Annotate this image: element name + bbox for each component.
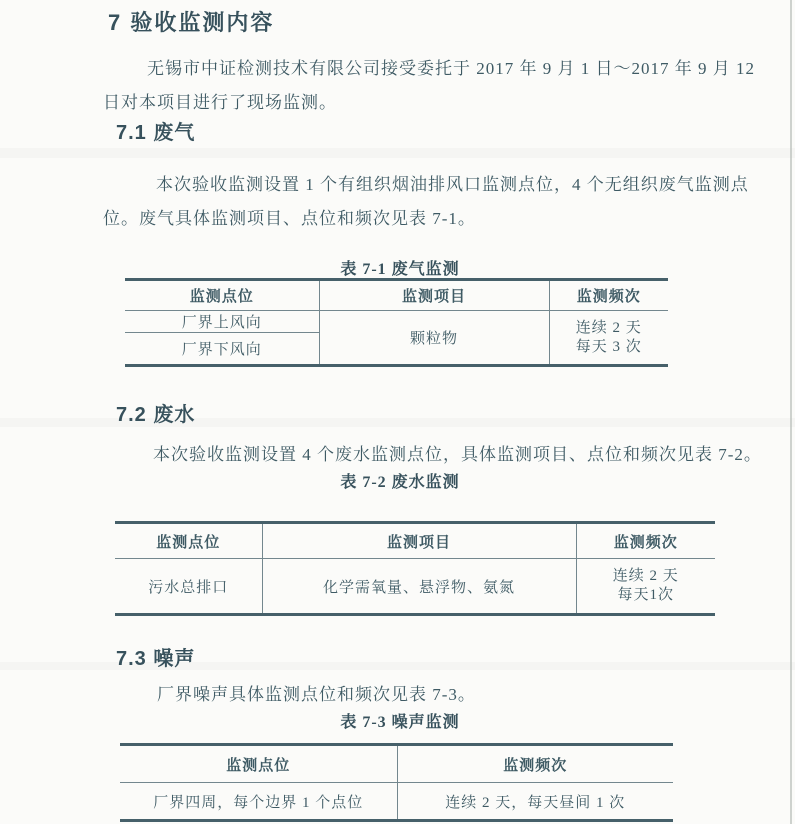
col-header-monitoring-point: 监测点位: [125, 280, 319, 311]
intro-paragraph-line-2: 日对本项目进行了现场监测。: [103, 93, 337, 112]
section-heading-noise: 7.3 噪声: [116, 648, 196, 670]
intro-paragraph-line-1: 无锡市中证检测技术有限公司接受委托于 2017 年 9 月 1 日～2017 年 9 月 12: [147, 59, 755, 78]
table-7-1-caption: 表 7-1 废气监测: [340, 261, 460, 278]
table-row: [115, 559, 715, 615]
cell-item-particulate: 颗粒物: [319, 311, 549, 366]
scan-streak: [0, 148, 795, 158]
cell-item-cod-ss-nh3n: 化学需氧量、悬浮物、氨氮: [262, 559, 576, 615]
waste-gas-paragraph-line-1: 本次验收监测设置 1 个有组织烟油排风口监测点位，4 个无组织废气监测点: [156, 175, 749, 194]
col-header-monitoring-item: 监测项目: [319, 280, 549, 311]
frequency-line: 连续 2 天: [575, 319, 642, 336]
frequency-line: 连续 2 天: [612, 568, 679, 584]
scanned-page-edge: [790, 0, 792, 824]
cell-frequency: [549, 311, 668, 366]
table-7-1-waste-gas: [125, 278, 668, 367]
table-row: [125, 280, 668, 311]
col-header-monitoring-frequency: 监测频次: [549, 280, 668, 311]
cell-frequency: 连续 2 天，每天昼间 1 次: [397, 783, 673, 821]
frequency-line: 每天 3 次: [575, 338, 642, 355]
cell-point-upwind: 厂界上风向: [125, 311, 319, 333]
table-7-1-caption-row: [103, 256, 697, 279]
frequency-line: 每天1次: [617, 587, 674, 603]
cell-frequency: [576, 559, 715, 615]
section-heading-waste-water: 7.2 废水: [116, 404, 196, 426]
table-row: [120, 783, 673, 821]
table-7-3-noise: [120, 743, 673, 822]
cell-point-boundary: 厂界四周，每个边界 1 个点位: [153, 794, 364, 811]
col-header-monitoring-point: 监测点位: [120, 745, 397, 783]
table-7-2-waste-water: [115, 521, 715, 616]
chapter-title: 7 验收监测内容: [108, 10, 275, 35]
section-heading-waste-gas: 7.1 废气: [116, 122, 196, 144]
table-row: [120, 745, 673, 783]
col-header-monitoring-frequency: 监测频次: [576, 523, 715, 559]
table-7-2-caption-row: [103, 469, 697, 492]
table-row: [115, 523, 715, 559]
waste-water-paragraph: 本次验收监测设置 4 个废水监测点位，具体监测项目、点位和频次见表 7-2。: [153, 445, 762, 464]
table-7-3-caption-row: [103, 709, 697, 732]
col-header-monitoring-item: 监测项目: [262, 523, 576, 559]
table-7-2-caption: 表 7-2 废水监测: [340, 474, 460, 491]
noise-paragraph: 厂界噪声具体监测点位和频次见表 7-3。: [157, 685, 476, 704]
table-7-3-caption: 表 7-3 噪声监测: [340, 714, 460, 731]
col-header-monitoring-point: 监测点位: [115, 523, 262, 559]
table-row: [125, 311, 668, 333]
cell-point-sewage-outlet: 污水总排口: [148, 579, 229, 596]
col-header-monitoring-frequency: 监测频次: [397, 745, 673, 783]
waste-gas-paragraph-line-2: 位。废气具体监测项目、点位和频次见表 7-1。: [103, 209, 476, 228]
cell-point-downwind: 厂界下风向: [181, 342, 262, 358]
